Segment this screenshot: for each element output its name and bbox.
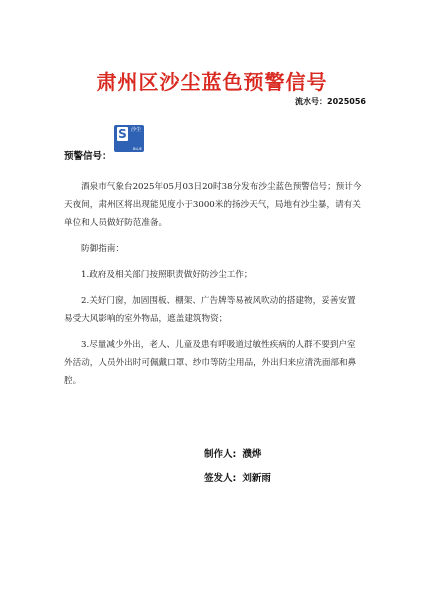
issuer-label: 签发人: [204, 473, 237, 484]
producer-label: 制作人: [204, 449, 237, 460]
serial-number: 流水号：2025056 [295, 97, 366, 106]
page-title: 肃州区沙尘蓝色预警信号 [96, 70, 328, 94]
producer-name: 濮烨 [242, 449, 262, 460]
issuer-name: 刘新雨 [242, 473, 271, 484]
signal-text: 沙尘 [130, 127, 141, 133]
guide-item: 1.政府及相关部门按照职责做好防沙尘工作； [81, 270, 253, 280]
signal-letter: S [118, 127, 127, 141]
guide-item: 2.关好门窗，加固围板、棚架、广告牌等易被风吹动的搭建物，妥善安置易受大风影响的室外物品，遮盖建筑物资； [64, 296, 356, 324]
signal-label: 预警信号： [64, 151, 112, 162]
sandstorm-blue-warning-icon [114, 125, 144, 152]
guide-item: 3.尽量减少外出，老人、儿童及患有呼吸道过敏性疾病的人群不要到户室外活动，人员外出时可佩戴口罩、纱巾等防尘用品，外出归来应清洗面部和鼻腔。 [64, 340, 357, 386]
producer-line [204, 446, 261, 460]
notice-paragraph: 酒泉市气象台2025年05月03日20时38分发布沙尘蓝色预警信号；预计今天夜间，肃州区将出现能见度小于3000米的扬沙天气，局地有沙尘暴，请有关单位和人员做好防范准备。 [64, 182, 362, 228]
issuer-line [204, 470, 271, 484]
warning-body [64, 178, 364, 390]
signal-sub: BLUE [133, 147, 142, 151]
guide-title: 防御指南： [81, 244, 124, 254]
